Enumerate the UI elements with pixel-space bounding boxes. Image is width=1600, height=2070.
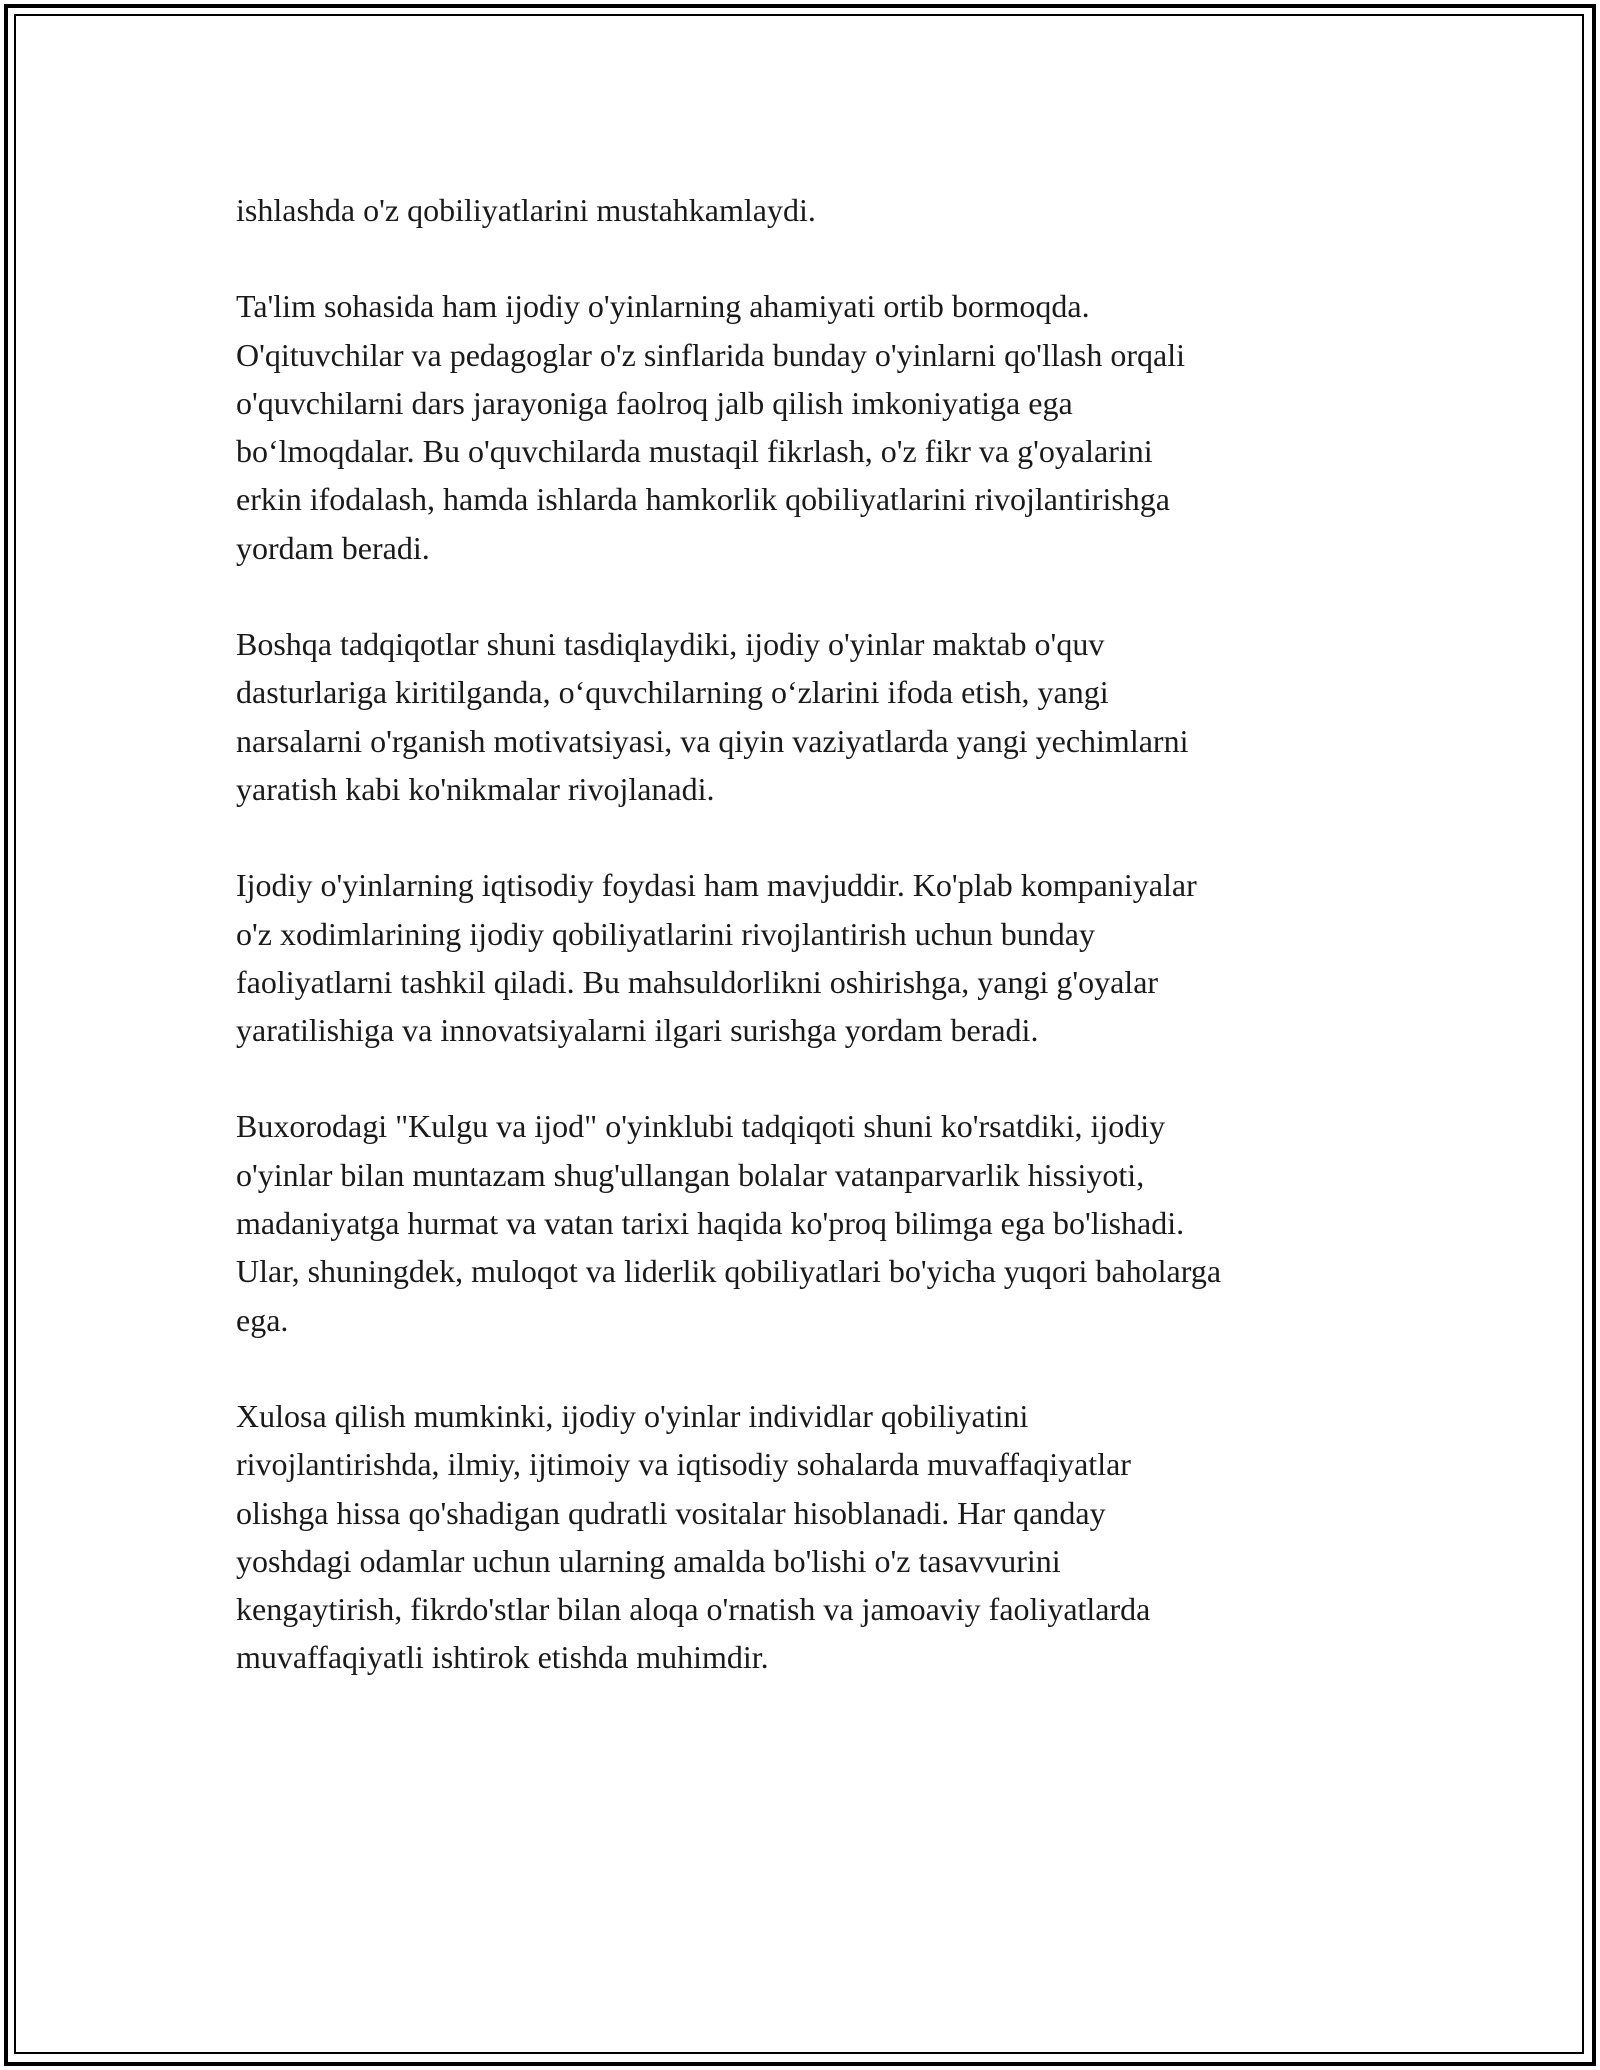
document-body — [236, 186, 1396, 1682]
paragraph-2: Ta'lim sohasida ham ijodiy o'yinlarning ahamiyati ortib bormoqda. O'qituvchilar va pedagoglar o'z sinflarida bunday o'yinlarni qo'llash orqali o'quvchilarni dars jarayoniga faolroq jalb qilish imkoniyatiga ega bo‘lmoqdalar. Bu o'quvchilarda mustaqil fikrlash, o'z fikr va g'oyalarini erkin ifodalash, hamda ishlarda hamkorlik qobiliyatlarini rivojlantirishga yordam beradi. — [236, 288, 1186, 566]
paragraph-5: Buxorodagi "Kulgu va ijod" o'yinklubi tadqiqoti shuni ko'rsatdiki, ijodiy o'yinlar bilan muntazam shug'ullangan bolalar vatanparvarlik hissiyoti, madaniyatga hurmat va vatan tarixi haqida ko'proq bilimga ega bo'lishadi. Ular, shuningdek, muloqot va liderlik qobiliyatlari bo'yicha yuqori baholarga ega. — [236, 1108, 1222, 1338]
paragraph-4: Ijodiy o'yinlarning iqtisodiy foydasi ham mavjuddir. Ko'plab kompaniyalar o'z xodimlarining ijodiy qobiliyatlarini rivojlantirish uchun bunday faoliyatlarni tashkil qiladi. Bu mahsuldorlikni oshirishga, yangi g'oyalar yaratilishiga va innovatsiyalarni ilgari surishga yordam beradi. — [236, 867, 1197, 1049]
paragraph-6: Xulosa qilish mumkinki, ijodiy o'yinlar individlar qobiliyatini rivojlantirishda, ilmiy, ijtimoiy va iqtisodiy sohalarda muvaffaqiyatlar olishga hissa qo'shadigan qudratli vositalar hisoblanadi. Har qanday yoshdagi odamlar uchun ularning amalda bo'lishi o'z tasavvurini kengaytirish, fikrdo'stlar bilan aloqa o'rnatish va jamoaviy faoliyatlarda muvaffaqiyatli ishtirok etishda muhimdir. — [236, 1397, 1151, 1676]
paragraph-1: ishlashda o'z qobiliyatlarini mustahkamlaydi. — [236, 192, 816, 228]
paragraph-3: Boshqa tadqiqotlar shuni tasdiqlaydiki, ijodiy o'yinlar maktab o'quv dasturlariga kiritilganda, o‘quvchilarning o‘zlarini ifoda etish, yangi narsalarni o'rganish motivatsiyasi, va qiyin vaziyatlarda yangi yechimlarni yaratish kabi ko'nikmalar rivojlanadi. — [236, 626, 1189, 807]
